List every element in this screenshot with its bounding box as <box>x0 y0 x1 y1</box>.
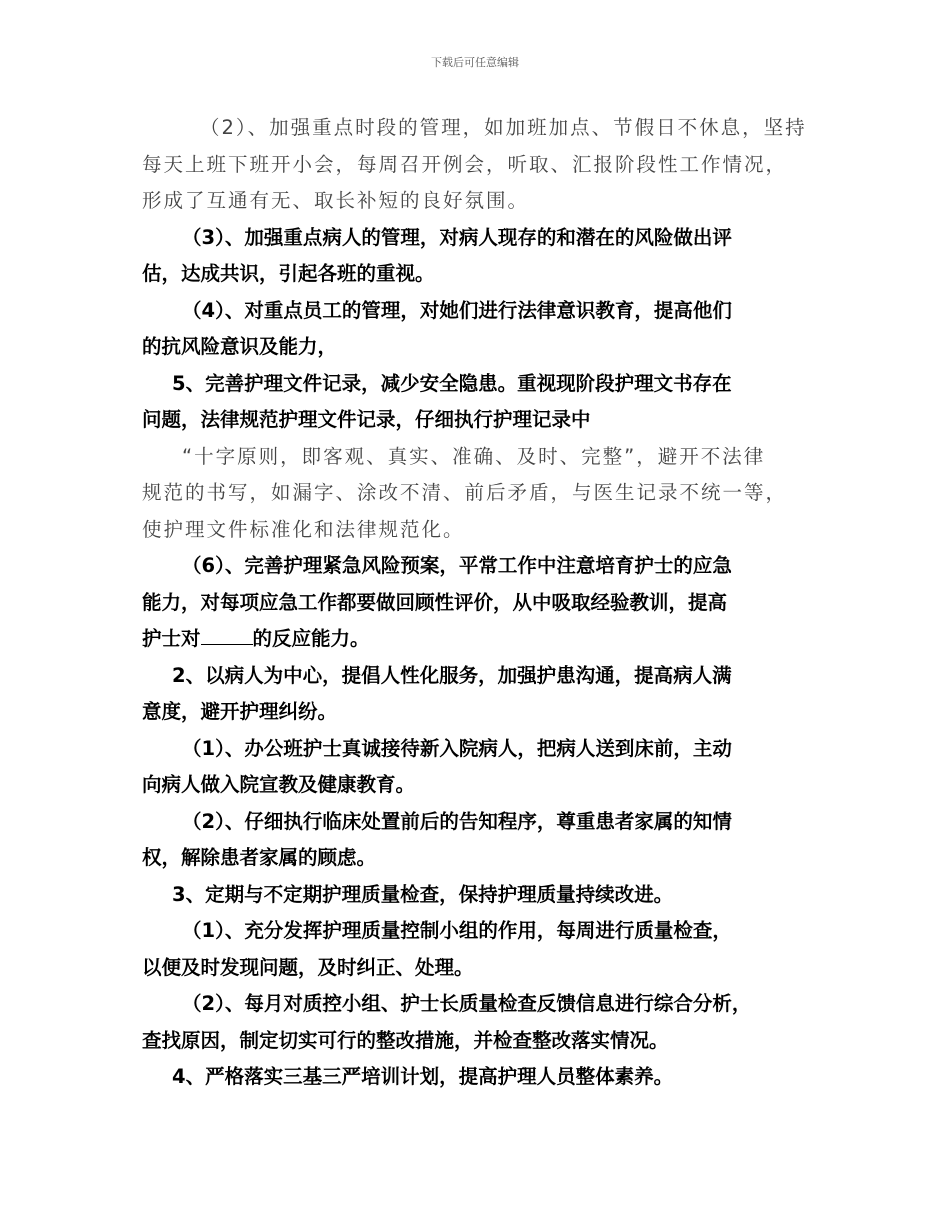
text-line: 问题，法律规范护理文件记录，仔细执行护理记录中 <box>142 408 591 431</box>
text-line: 向病人做入院宣教及健康教育。 <box>142 773 416 796</box>
paragraph-4-key-staff <box>142 293 810 366</box>
paragraph-ten-word-principle <box>142 439 810 549</box>
text-line: 估，达成共识，引起各班的重视。 <box>142 262 435 285</box>
fill-in-blank <box>201 624 253 645</box>
text-line: 的抗风险意识及能力， <box>142 335 338 358</box>
paragraph-2-informed-consent <box>142 804 810 877</box>
text-line: 2、以病人为中心，提倡人性化服务，加强护患沟通，提高病人满 <box>172 663 732 687</box>
paragraph-5-nursing-records <box>142 366 810 439</box>
paragraph-1-admission <box>142 731 810 804</box>
paragraph-1-quality-group <box>142 913 810 986</box>
paragraph-patient-centered <box>142 658 810 731</box>
page-header: 下载后可任意编辑 <box>431 56 519 69</box>
text-line: 权，解除患者家属的顾虑。 <box>142 846 377 869</box>
paragraph-3-key-patients <box>142 220 810 293</box>
text-fragment: 护士对 <box>142 627 201 650</box>
paragraph-2-key-periods <box>142 110 810 220</box>
paragraph-2-monthly-analysis <box>142 986 810 1059</box>
text-line: （1）、充分发挥护理质量控制小组的作用，每周进行质量检查， <box>182 919 732 942</box>
text-line: 意度，避开护理纠纷。 <box>142 700 338 723</box>
paragraph-6-emergency-plan <box>142 548 810 658</box>
text-line: “十字原则，即客观、真实、准确、及时、完整”，避开不法律 <box>182 444 766 468</box>
text-fragment: 的反应能力。 <box>252 627 370 650</box>
text-line: 使护理文件标准化和法律规范化。 <box>142 517 465 541</box>
text-line: 4、严格落实三基三严培训计划，提高护理人员整体素养。 <box>172 1065 674 1088</box>
text-line: （2）、加强重点时段的管理，如加班加点、节假日不休息，坚持 <box>200 116 807 139</box>
text-line: 规范的书写，如漏字、涂改不清、前后矛盾，与医生记录不统一等， <box>142 481 788 504</box>
text-line: （3）、加强重点病人的管理，对病人现存的和潜在的风险做出评 <box>182 225 732 249</box>
text-line: （6）、完善护理紧急风险预案，平常工作中注意培育护士的应急 <box>182 554 732 577</box>
text-line <box>142 621 810 658</box>
text-line: 3、定期与不定期护理质量检查，保持护理质量持续改进。 <box>172 882 674 906</box>
paragraph-quality-inspection <box>142 877 810 914</box>
text-line: 5、完善护理文件记录，减少安全隐患。重视现阶段护理文书存在 <box>172 371 732 395</box>
text-line: 形成了互通有无、取长补短的良好氛围。 <box>142 189 530 212</box>
text-line: （2）、仔细执行临床处置前后的告知程序，尊重患者家属的知情 <box>182 809 732 833</box>
text-line: 以便及时发现问题，及时纠正、处理。 <box>142 955 474 979</box>
text-line: （2）、每月对质控小组、护士长质量检查反馈信息进行综合分析， <box>182 992 752 1015</box>
text-line: 能力，对每项应急工作都要做回顾性评价，从中吸取经验教训，提高 <box>142 590 728 614</box>
text-line: （4）、对重点员工的管理，对她们进行法律意识教育，提高他们 <box>182 298 732 322</box>
text-line: 查找原因，制定切实可行的整改措施，并检查整改落实情况。 <box>142 1028 669 1052</box>
paragraph-training-plan <box>142 1059 810 1096</box>
text-line: （1）、办公班护士真诚接待新入院病人，把病人送到床前，主动 <box>182 736 732 760</box>
text-line: 每天上班下班开小会，每周召开例会，听取、汇报阶段性工作情况， <box>142 152 788 176</box>
document-body <box>142 110 810 1096</box>
